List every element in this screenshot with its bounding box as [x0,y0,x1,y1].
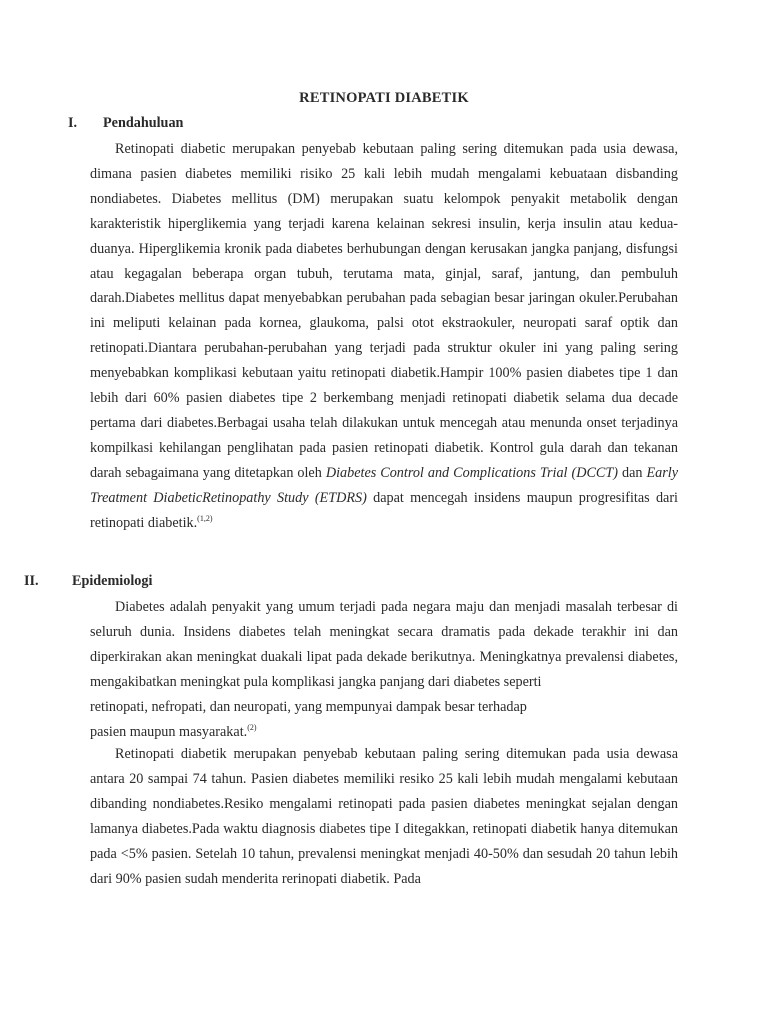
paragraph-pendahuluan [90,137,678,536]
paragraph-epidemiologi-2: Retinopati diabetik merupakan penyebab kebutaan paling sering ditemukan pada usia dewasa antara 20 sampai 74 tahun. Pasien diabetes memiliki resiko 25 kali lebih mudah mengalami kebutaan dibanding nondiabetes.Resiko mengalami retinopati pada pasien diabetes meningkat sejalan dengan lamanya diabetes.Pada waktu diagnosis diabetes tipe I ditegakkan, retinopati diabetik hanya ditemukan pada <5% pasien. Setelah 10 tahun, prevalensi meningkat menjadi 40-50% dan sesudah 20 tahun lebih dari 90% pasien sudah menderita rerinopati diabetik. Pada [90,746,678,887]
document-title: RETINOPATI DIABETIK [299,90,469,106]
paragraph-text: Diabetes adalah penyakit yang umum terjadi pada negara maju dan menjadi masalah terbesar di seluruh dunia. Insidens diabetes telah meningkat secara dramatis pada dekade terakhir ini dan diperkirakan akan meningkat duakali lipat pada dekade berikutnya. Meningkatnya prevalensi diabetes, mengakibatkan meningkat pula komplikasi jangka panjang dari diabetes seperti [90,599,678,690]
paragraph-text-end: dapat mencegah insidens maupun progresifitas dari retinopati diabetik. [90,489,678,531]
paragraph-text: Retinopati diabetic merupakan penyebab kebutaan paling sering ditemukan pada usia dewasa, dimana pasien diabetes memiliki risiko 25 kali lebih mudah mengalami kebuataan disbanding nondiabetes. Diabetes mellitus (DM) merupakan suatu kelompok penyakit metabolik dengan karakteristik hiperglikemia yang terjadi karena kelainan sekresi insulin, kerja insulin atau kedua-duanya. Hiperglikemia kronik pada diabetes berhubungan dengan kerusakan jangka panjang, disfungsi atau kegagalan beberapa organ tubuh, terutama mata, ginjal, saraf, jantung, dan pembuluh darah.Diabetes mellitus dapat menyebabkan perubahan pada sebagian besar jaringan okuler.Perubahan ini meliputi kelainan pada kornea, glaukoma, palsi otot ekstraokuler, neuropati saraf optik dan retinopati.Diantara perubahan-perubahan yang terjadi pada struktur okuler ini yang paling sering menyebabkan komplikasi kebutaan yaitu retinopati diabetik.Hampir 100% pasien diabetes tipe 1 dan lebih dari 60% pasien diabetes tipe 2 berkembang menjadi retinopati diabetik selama dua decade pertama dari diabetes.Berbagai usaha telah dilakukan untuk mencegah atau menunda onset terjadinya kompilkasi kehilangan penglihatan pada pasien retinopati diabetik. Kontrol gula darah dan tekanan darah sebagaimana yang ditetapkan oleh [90,141,678,481]
paragraph-last-text: pasien maupun masyarakat. [90,723,248,740]
paragraph-last-line [90,720,678,745]
section-heading-epidemiologi [24,573,244,593]
section-title: Epidemiologi [72,573,153,589]
citation: (2) [247,722,257,732]
section-heading-pendahuluan [68,115,268,135]
italic-term-dcct: Diabetes Control and Complications Trial (DCCT) [325,464,618,481]
connector-text: dan [622,464,643,481]
paragraph-epidemiologi-1 [90,595,678,744]
section-title: Pendahuluan [103,115,184,131]
paragraph-short-line: retinopati, nefropati, dan neuropati, yang mempunyai dampak besar terhadap [90,698,527,715]
section-number: II. [24,573,39,589]
citation: (1,2) [197,513,213,523]
section-number: I. [68,115,78,131]
italic-term-etdrs: Early Treatment DiabeticRetinopathy Study (ETDRS) [90,464,679,506]
